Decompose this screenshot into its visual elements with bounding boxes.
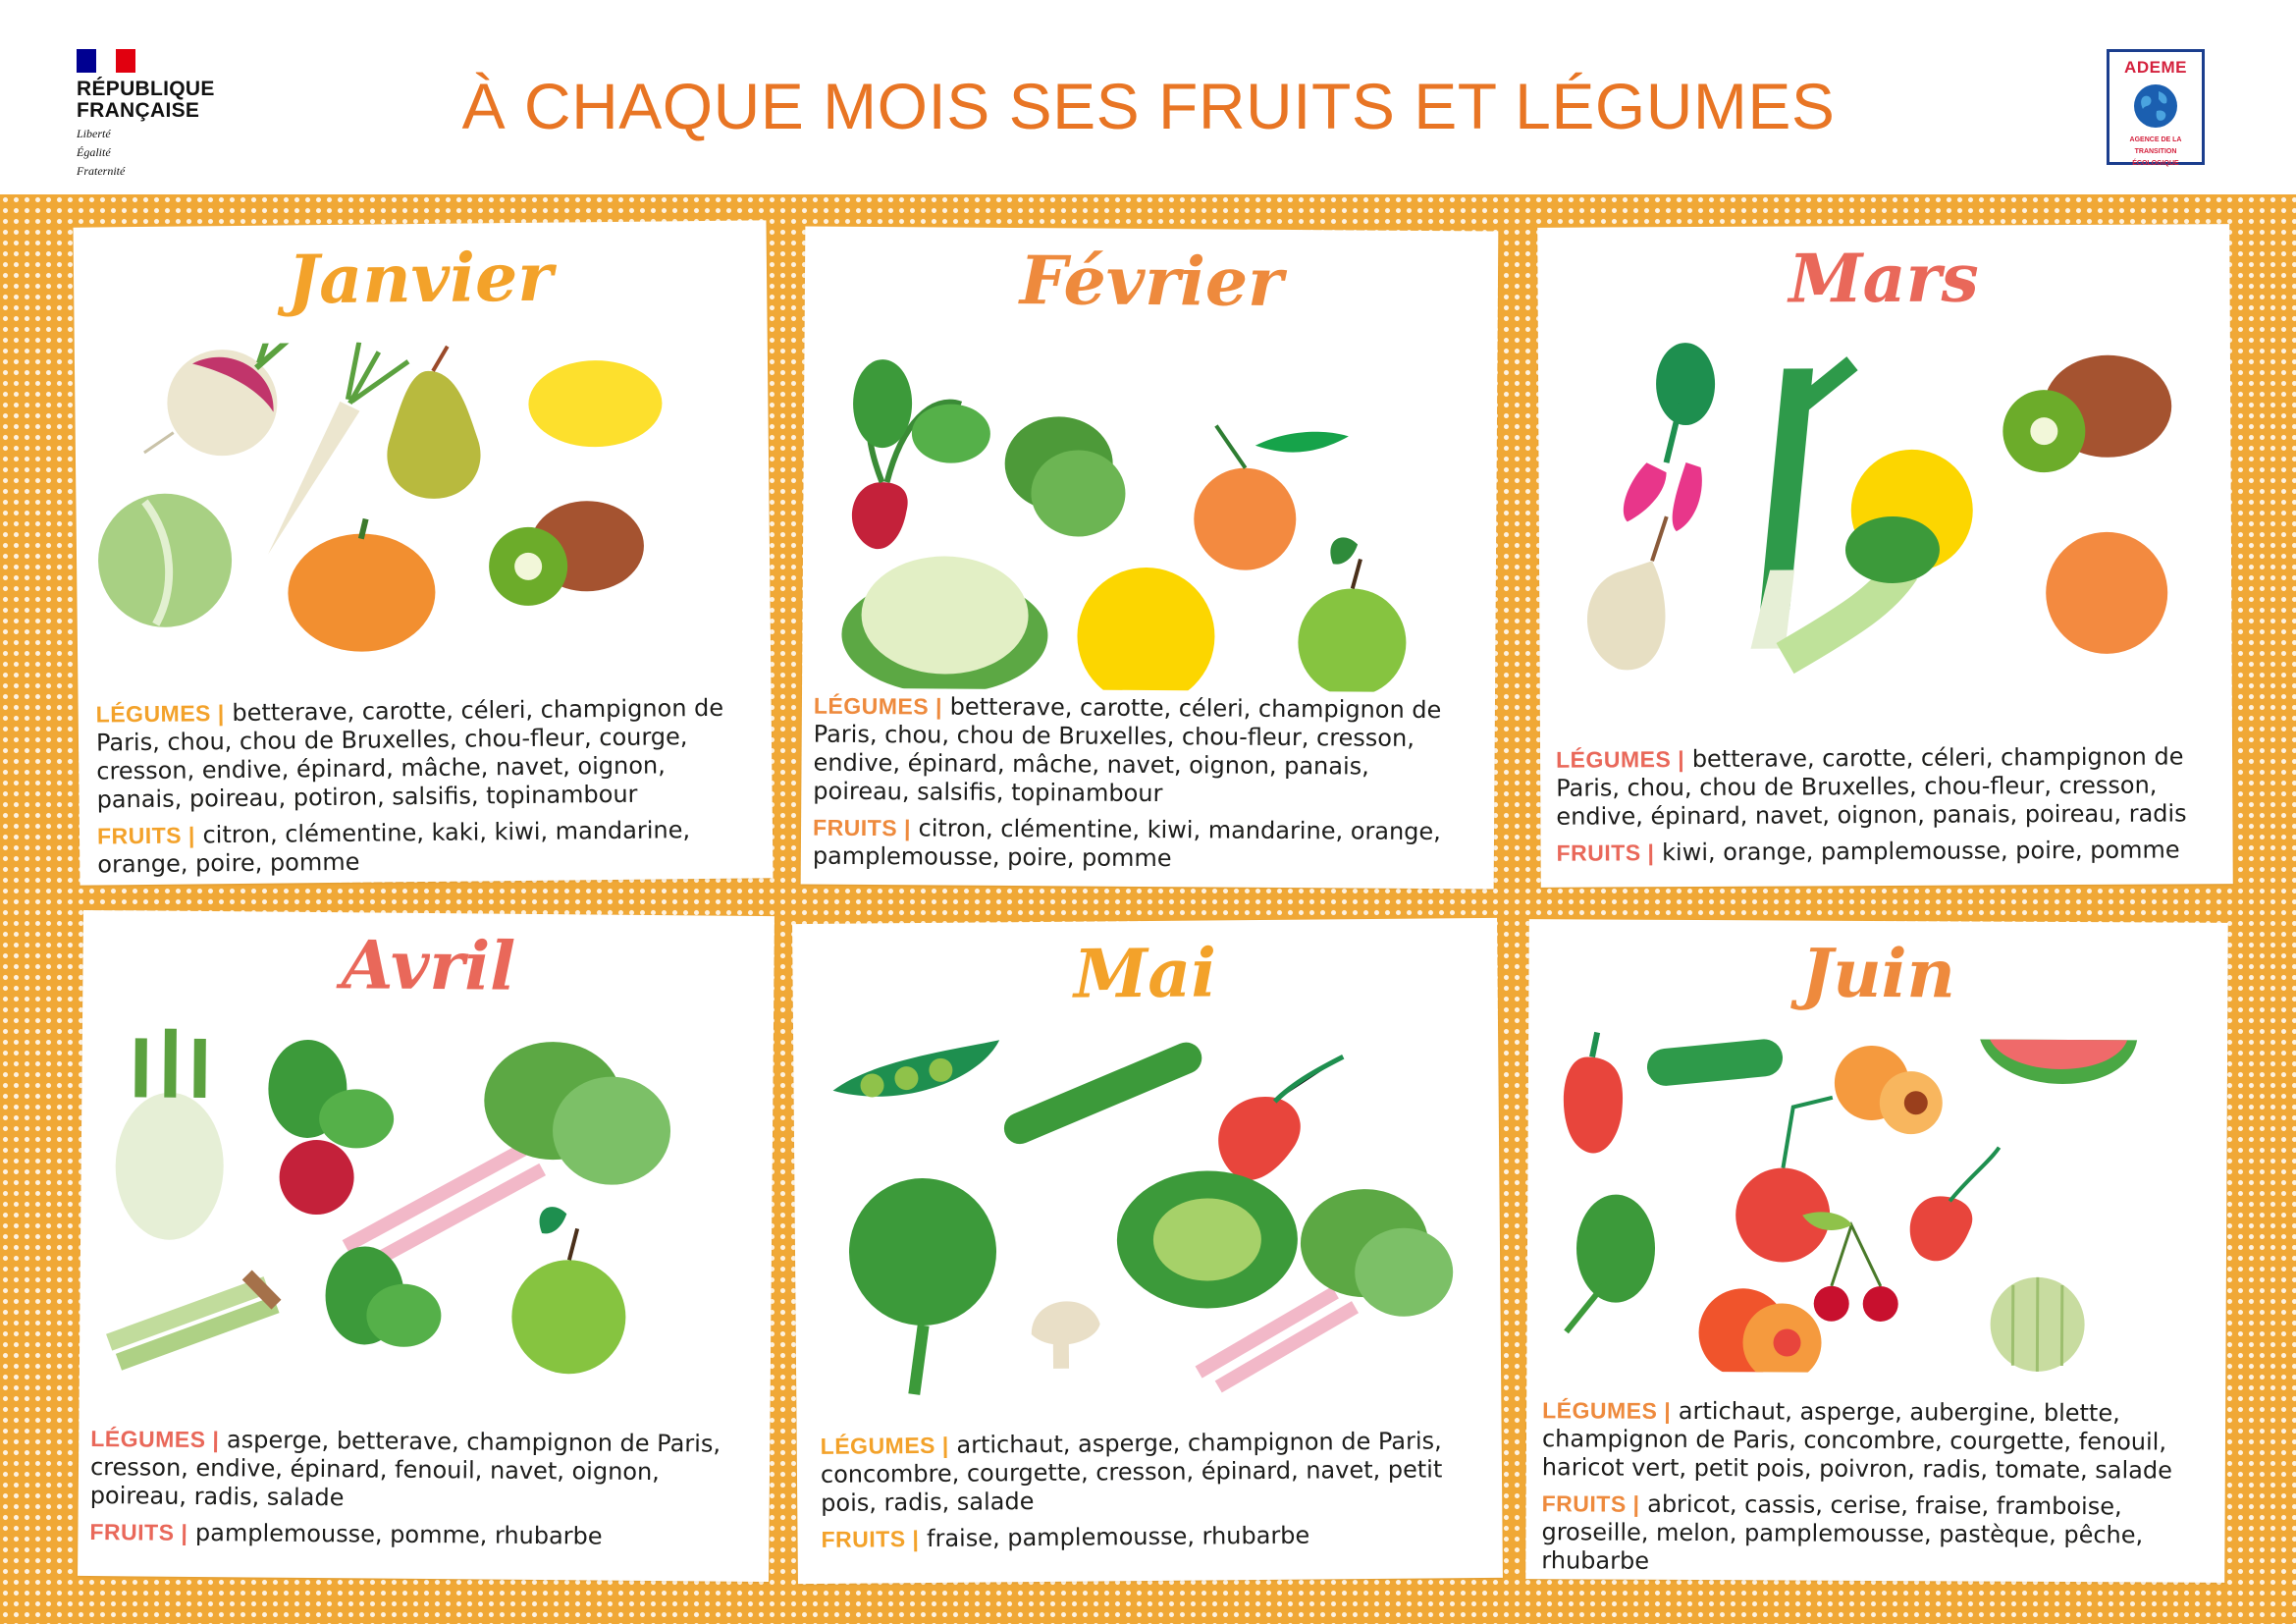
month-title: Juin (1800, 934, 1956, 1014)
legumes-paragraph (821, 1427, 1479, 1518)
illustrations (94, 338, 756, 678)
republique-francaise-logo (77, 49, 234, 178)
month-card-mai (792, 918, 1503, 1584)
fruits-label: FRUITS | (821, 1526, 920, 1552)
legumes-paragraph (90, 1425, 749, 1516)
month-text (89, 1425, 748, 1560)
fruits-list: citron, clémentine, kaki, kiwi, mandarine, orange, poire, pomme (97, 816, 691, 879)
legumes-list: artichaut, asperge, aubergine, blette, champignon de Paris, concombre, courgette, fenouil, haricot vert, petit pois, poivron, radis, tomate, salade (1541, 1396, 2172, 1485)
month-text (813, 692, 1471, 884)
month-text (1556, 742, 2215, 876)
legumes-list: betterave, carotte, céleri, champignon de Paris, chou, chou de Bruxelles, chou-fleur, cresson, endive, épinard, mâche, navet, oignon, panais, poireau, salsifis, topinambour (813, 692, 1442, 808)
watermelon-icon (1980, 1040, 2137, 1085)
month-title: Mai (1073, 934, 1217, 1014)
beetroot-icon (267, 1040, 395, 1216)
illustrations (822, 335, 1481, 693)
kiwi-icon (488, 501, 644, 607)
month-text (96, 694, 746, 888)
apricot-icon (1835, 1046, 1943, 1135)
legumes-label: LÉGUMES | (95, 700, 225, 728)
cauliflower-icon (841, 556, 1048, 693)
orange-icon (2046, 531, 2168, 654)
month-card-juin (1525, 919, 2228, 1583)
legumes-paragraph (813, 692, 1471, 811)
month-title: Mars (1789, 239, 1979, 319)
ademe-logo (2107, 49, 2205, 165)
fruits-list: abricot, cassis, cerise, fraise, framboise, groseille, melon, pamplemousse, pastèque, pêche, rhubarbe (1541, 1489, 2144, 1575)
legumes-list: betterave, carotte, céleri, champignon de Paris, chou, chou de Bruxelles, chou-fleur, cresson, endive, épinard, navet, oignon, panais, poireau, radis (1556, 742, 2187, 831)
fruits-paragraph (1541, 1489, 2209, 1579)
month-text (821, 1427, 1479, 1562)
fruits-paragraph (821, 1520, 1478, 1554)
legumes-list: betterave, carotte, céleri, champignon de Paris, chou, chou de Bruxelles, chou-fleur, courge, cresson, endive, épinard, mâche, navet, oignon, panais, poireau, potiron, salsifis, topinambour (95, 693, 724, 814)
gov-name-line1: RÉPUBLIQUE (77, 78, 215, 100)
lemon-icon (528, 359, 663, 447)
fruits-list: pamplemousse, pomme, rhubarbe (194, 1518, 603, 1550)
illustrations (813, 1026, 1483, 1405)
fruits-list: fraise, pamplemousse, rhubarbe (926, 1521, 1310, 1552)
month-card-fevrier (801, 227, 1499, 890)
fruits-paragraph (1557, 836, 2215, 868)
asparagus-icon (109, 1273, 277, 1363)
apple-icon (511, 1207, 626, 1375)
peach-icon (1698, 1288, 1821, 1375)
celery-icon (1785, 516, 1941, 659)
radish-icon (1623, 343, 1716, 531)
kiwi-icon (2002, 354, 2172, 472)
mushroom-icon (1031, 1301, 1100, 1369)
motto-fraternite: Fraternité (77, 164, 126, 178)
header (0, 0, 2296, 194)
motto-liberte: Liberté (77, 127, 111, 140)
onion-icon (1586, 516, 1667, 670)
ademe-sub-3: ÉCOLOGIQUE (2132, 160, 2179, 167)
illustrations (1558, 322, 2217, 699)
chard-icon (1567, 1194, 1656, 1331)
strawberry-icon (1910, 1147, 2000, 1261)
month-card-janvier (74, 220, 774, 885)
legumes-label: LÉGUMES | (1542, 1397, 1672, 1424)
page-title: À CHAQUE MOIS SES FRUITS ET LÉGUMES (461, 70, 1836, 142)
legumes-paragraph (1556, 742, 2214, 832)
legumes-label: LÉGUMES | (813, 692, 943, 720)
pumpkin-icon (288, 518, 436, 653)
legumes-paragraph (1542, 1396, 2210, 1486)
month-title: Janvier (287, 238, 554, 320)
legumes-label: LÉGUMES | (820, 1432, 949, 1459)
legumes-paragraph (96, 694, 745, 815)
spinach-icon (325, 1246, 442, 1347)
peas-icon (832, 1040, 999, 1097)
lettuce-icon (1116, 1170, 1298, 1310)
fruits-paragraph (89, 1518, 747, 1552)
grapefruit-icon (1077, 567, 1215, 692)
cabbage-icon (97, 493, 232, 627)
rhubarb-icon (346, 1040, 671, 1269)
pepper-icon (1564, 1032, 1624, 1153)
melon-icon (1990, 1277, 2085, 1373)
tomato-icon (1735, 1097, 1833, 1263)
turnip-icon (143, 338, 292, 456)
fruits-list: citron, clémentine, kiwi, mandarine, orange, pamplemousse, poire, pomme (812, 814, 1441, 873)
legumes-label: LÉGUMES | (90, 1426, 220, 1453)
beetroot-icon (852, 359, 991, 550)
gov-name-line2: FRANÇAISE (77, 99, 200, 122)
globe-icon (2133, 83, 2178, 129)
motto-egalite: Égalité (77, 145, 111, 159)
fruits-label: FRUITS | (96, 822, 196, 849)
month-text (1541, 1396, 2210, 1587)
illustrations (99, 1018, 760, 1378)
fruits-label: FRUITS | (89, 1519, 188, 1545)
fruits-label: FRUITS | (812, 814, 912, 841)
month-card-avril (78, 910, 774, 1582)
apple-icon (1298, 537, 1407, 692)
fruits-paragraph (97, 816, 746, 880)
fruits-label: FRUITS | (1541, 1490, 1640, 1517)
cucumber-icon (1019, 1058, 1187, 1128)
ademe-sub-2: TRANSITION (2134, 148, 2177, 155)
zucchini-icon (1666, 1057, 1764, 1068)
fruits-label: FRUITS | (1556, 839, 1655, 866)
fruits-list: kiwi, orange, pamplemousse, poire, pomme (1662, 836, 2180, 867)
ademe-name: ADEME (2124, 58, 2187, 77)
illustrations (1546, 1017, 2216, 1375)
month-title: Avril (341, 926, 516, 1006)
legumes-label: LÉGUMES | (1556, 746, 1685, 773)
fruits-paragraph (813, 814, 1470, 876)
artichoke-icon (848, 1177, 997, 1394)
strawberry-icon (1217, 1056, 1344, 1180)
spinach-icon (1004, 416, 1126, 537)
ademe-sub-1: AGENCE DE LA (2129, 136, 2182, 143)
month-card-mars (1537, 224, 2233, 888)
legumes-list: asperge, betterave, champignon de Paris, cresson, endive, épinard, fenouil, navet, oignon, poireau, radis, salade (89, 1426, 721, 1512)
french-flag-icon (77, 49, 135, 73)
clementine-icon (1194, 425, 1349, 570)
legumes-list: artichaut, asperge, champignon de Paris, concombre, courgette, cresson, épinard, navet, petit pois, radis, salade (820, 1427, 1443, 1517)
month-title: Février (1019, 242, 1284, 322)
fennel-icon (115, 1028, 225, 1240)
